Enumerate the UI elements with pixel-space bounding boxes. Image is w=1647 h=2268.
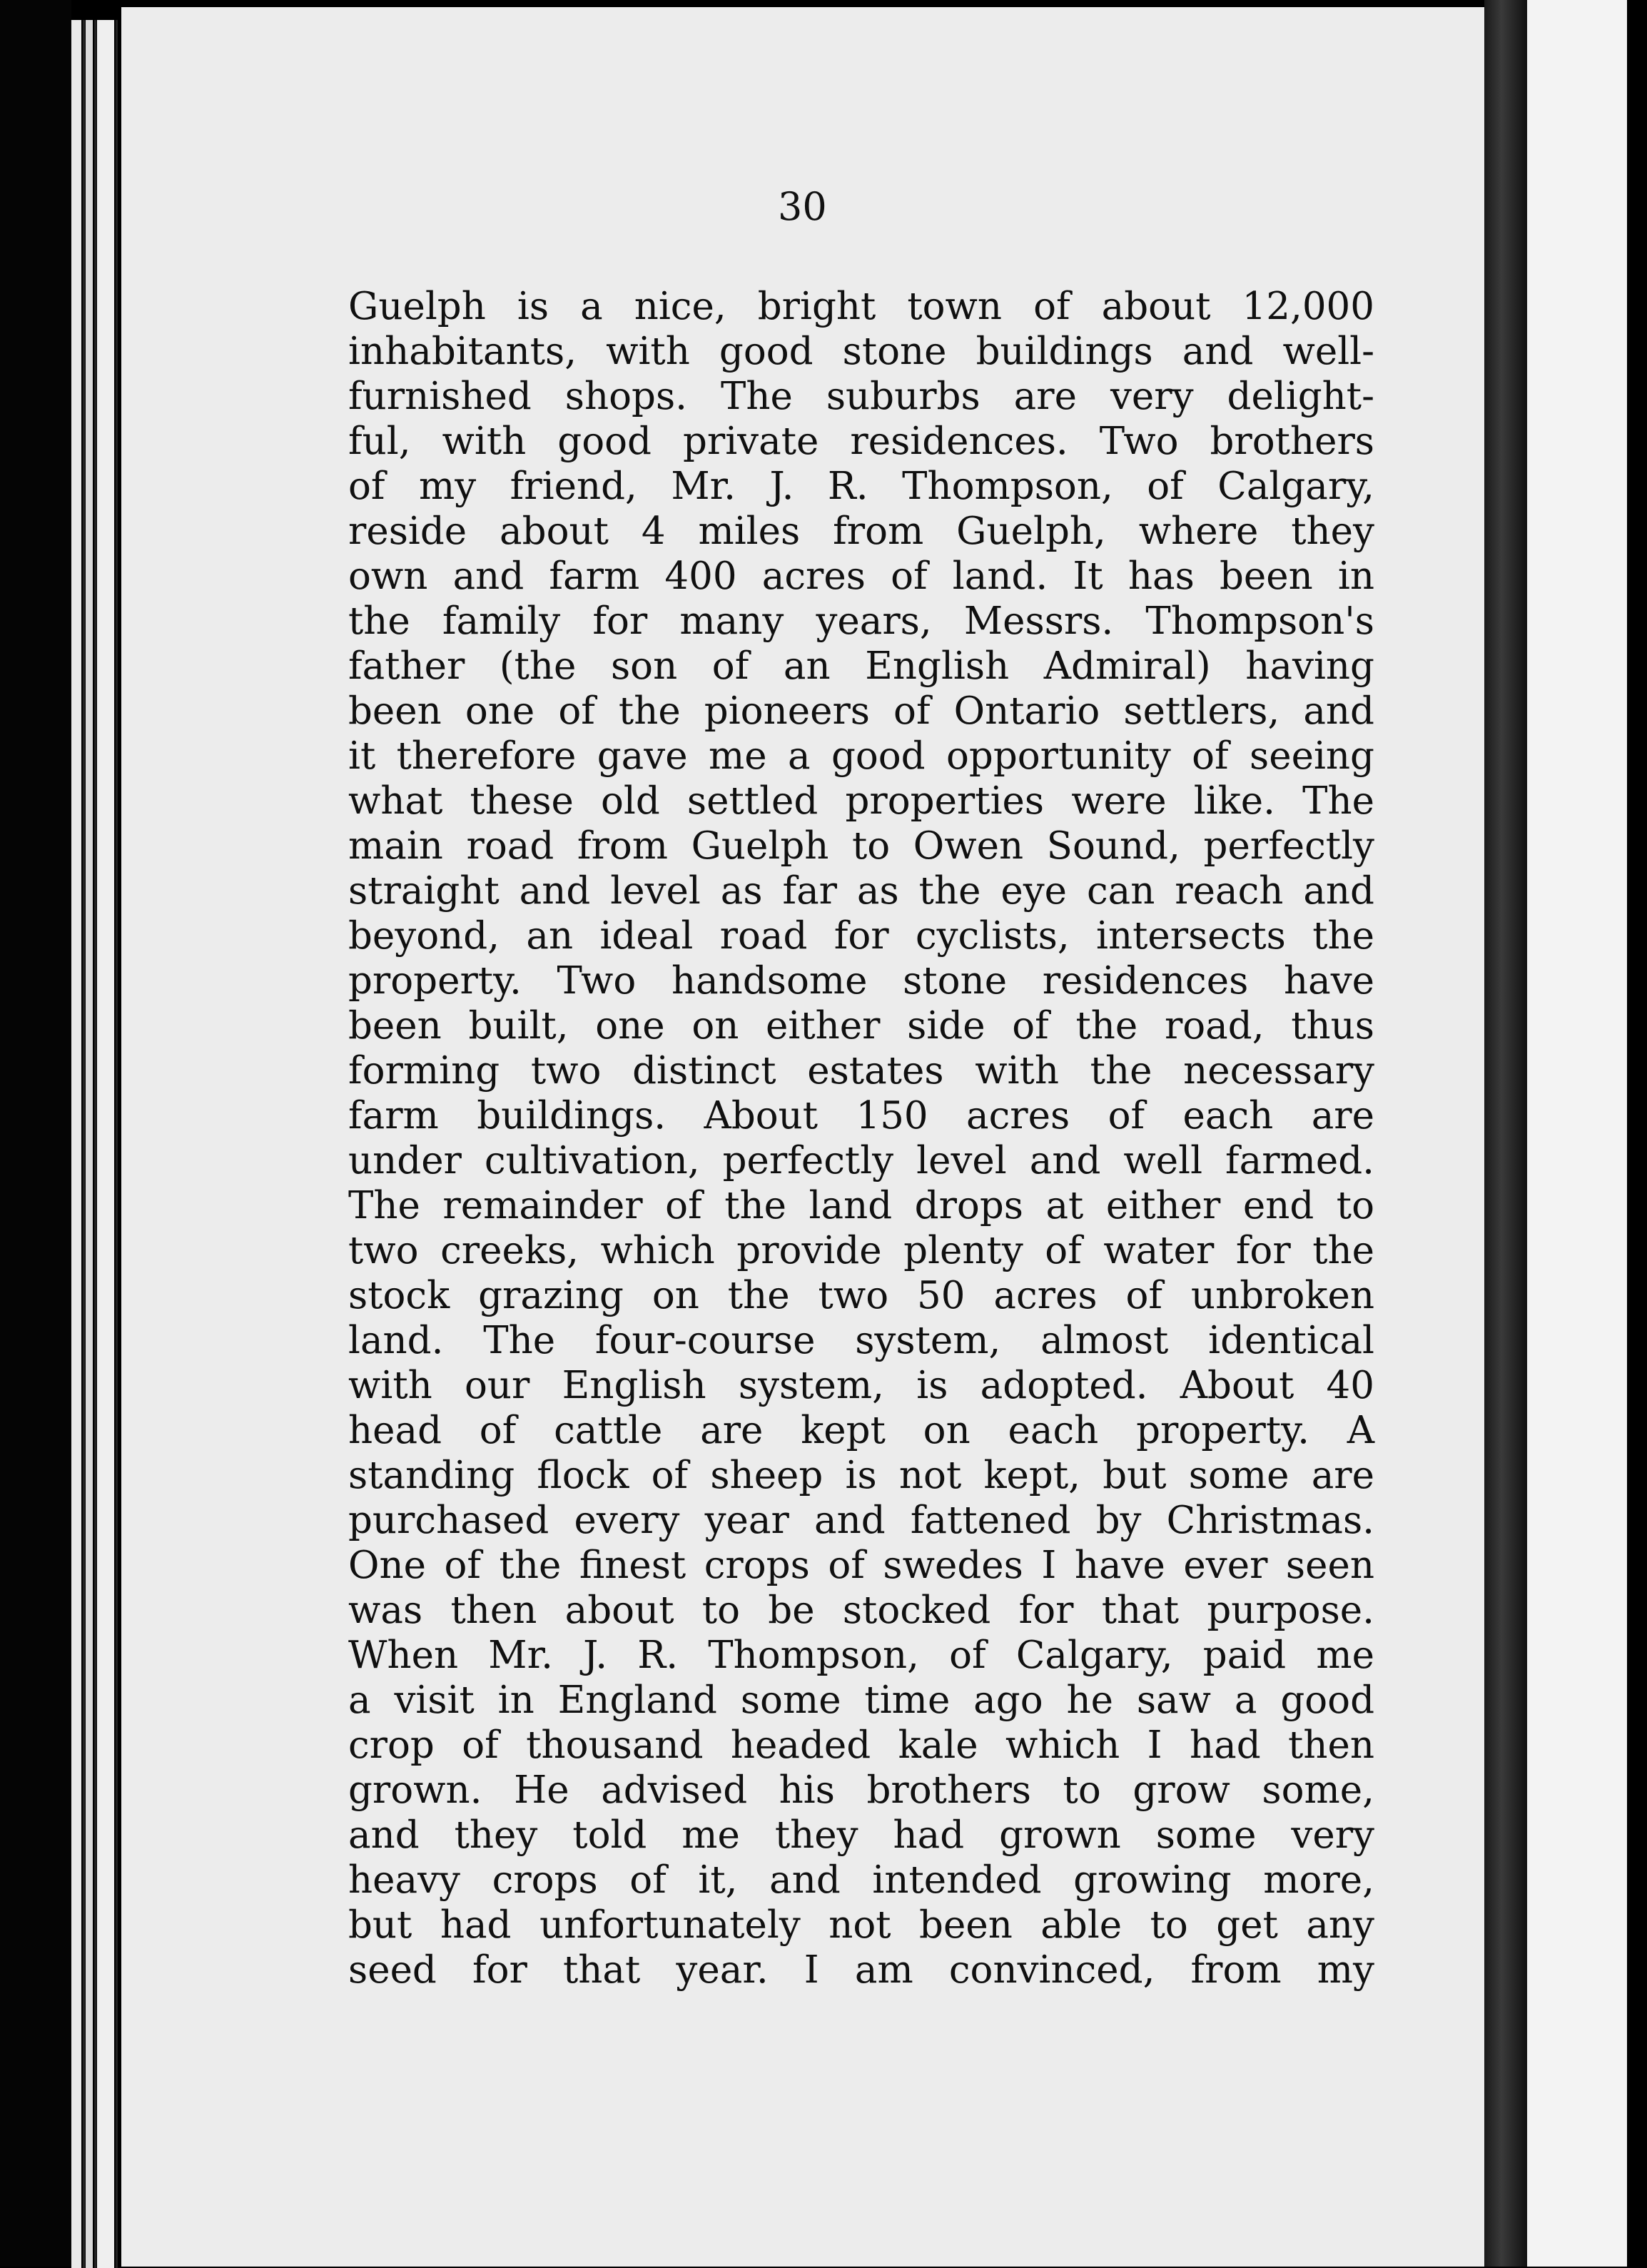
page-edge-strip xyxy=(71,20,81,2268)
page-edge-line xyxy=(83,20,85,2268)
text-line: the family for many years, Messrs. Thompson's xyxy=(348,599,1374,643)
text-line: purchased every year and fattened by Christmas. xyxy=(348,1499,1374,1542)
page-number: 30 xyxy=(778,184,827,229)
text-line: straight and level as far as the eye can reach and xyxy=(348,869,1374,913)
text-line: Guelph is a nice, bright town of about 12,000 xyxy=(348,285,1374,328)
text-line: what these old settled properties were like. The xyxy=(348,779,1374,823)
text-line: forming two distinct estates with the necessary xyxy=(348,1049,1374,1093)
text-line: ful, with good private residences. Two brothers xyxy=(348,420,1374,463)
text-line: father (the son of an English Admiral) having xyxy=(348,644,1374,688)
text-line: When Mr. J. R. Thompson, of Calgary, paid me xyxy=(348,1634,1374,1677)
text-line: seed for that year. I am convinced, from my xyxy=(348,1948,1374,1992)
text-line: property. Two handsome stone residences have xyxy=(348,959,1374,1003)
text-line: main road from Guelph to Owen Sound, perfectly xyxy=(348,824,1374,868)
text-line: The remainder of the land drops at either end to xyxy=(348,1184,1374,1227)
text-line: crop of thousand headed kale which I had then xyxy=(348,1723,1374,1767)
text-line: under cultivation, perfectly level and well farmed. xyxy=(348,1139,1374,1183)
text-line: head of cattle are kept on each property. A xyxy=(348,1409,1374,1452)
text-line: grown. He advised his brothers to grow some, xyxy=(348,1768,1374,1812)
page-edge-line xyxy=(94,20,96,2268)
page-edge-line xyxy=(116,20,118,2268)
text-line: but had unfortunately not been able to get any xyxy=(348,1903,1374,1947)
text-line: standing flock of sheep is not kept, but some are xyxy=(348,1454,1374,1497)
text-line: inhabitants, with good stone buildings and well- xyxy=(348,330,1374,373)
text-line: a visit in England some time ago he saw a good xyxy=(348,1679,1374,1722)
text-line: two creeks, which provide plenty of water for the xyxy=(348,1229,1374,1272)
text-line: farm buildings. About 150 acres of each are xyxy=(348,1094,1374,1138)
text-line: beyond, an ideal road for cyclists, intersects the xyxy=(348,914,1374,958)
text-line: of my friend, Mr. J. R. Thompson, of Calgary, xyxy=(348,465,1374,508)
page-edge-strip xyxy=(97,20,114,2268)
book-gutter xyxy=(1484,0,1527,2267)
text-line: was then about to be stocked for that purpose. xyxy=(348,1589,1374,1632)
text-line: stock grazing on the two 50 acres of unbroken xyxy=(348,1274,1374,1317)
text-line: with our English system, is adopted. About 40 xyxy=(348,1364,1374,1407)
text-line: been one of the pioneers of Ontario settlers, and xyxy=(348,689,1374,733)
text-line: it therefore gave me a good opportunity of seeing xyxy=(348,734,1374,778)
scan-border-left xyxy=(0,0,71,2267)
text-line: One of the finest crops of swedes I have ever seen xyxy=(348,1544,1374,1587)
text-line: furnished shops. The suburbs are very delight- xyxy=(348,375,1374,418)
scan-border-right xyxy=(1627,0,1647,2267)
page-edge-strip xyxy=(86,20,93,2268)
body-text xyxy=(348,284,1374,1993)
text-line: heavy crops of it, and intended growing more, xyxy=(348,1858,1374,1902)
text-line: been built, one on either side of the road, thus xyxy=(348,1004,1374,1048)
text-line: land. The four-course system, almost identical xyxy=(348,1319,1374,1362)
text-line: reside about 4 miles from Guelph, where they xyxy=(348,510,1374,553)
text-line: and they told me they had grown some very xyxy=(348,1813,1374,1857)
facing-page-edge xyxy=(1527,0,1627,2267)
text-line: own and farm 400 acres of land. It has been in xyxy=(348,555,1374,598)
